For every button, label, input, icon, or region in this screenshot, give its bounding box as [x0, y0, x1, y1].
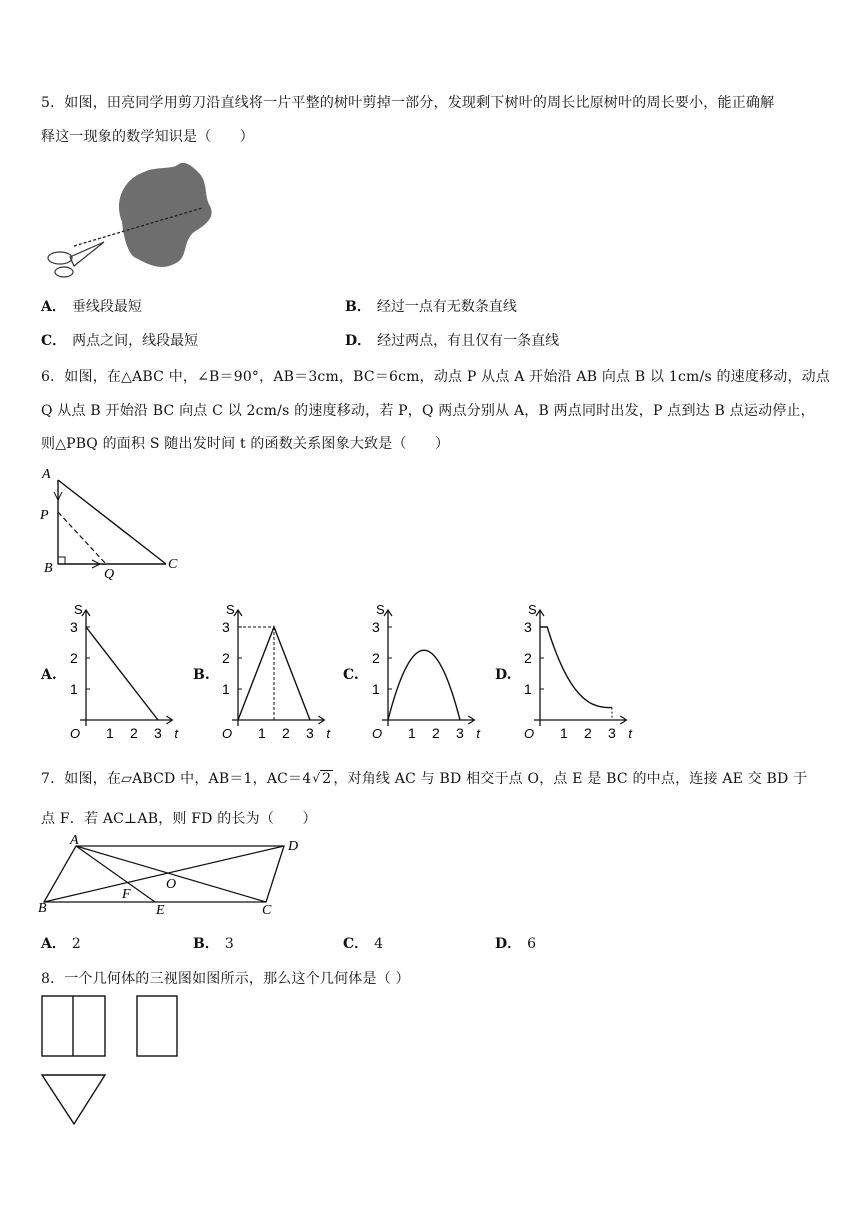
- top-view: [42, 1075, 105, 1124]
- graph-option-b: [212, 602, 337, 744]
- q6-stem-line3: 则△PBQ 的面积 S 随出发时间 t 的函数关系图象大致是（ ）: [41, 436, 450, 452]
- three-view-figure: [40, 994, 190, 1129]
- q6-stem-line1: 6．如图，在△ABC 中，∠B＝90°，AB＝3cm，BC＝6cm，动点 P 从点 A 开始沿 AB 向点 B 以 1cm/s 的速度移动，动点: [41, 369, 831, 385]
- origin-label: O: [524, 726, 535, 741]
- x-tick-label: 1: [258, 725, 266, 741]
- label-e: E: [156, 903, 165, 918]
- sqrt-radicand: 2: [322, 771, 332, 787]
- y-tick-label: 2: [70, 650, 78, 666]
- x-axis-label: t: [476, 726, 481, 741]
- y-tick-label: 2: [372, 650, 380, 666]
- x-tick-label: 2: [282, 725, 290, 741]
- x-tick-label: 1: [408, 725, 416, 741]
- q7-option-d: D． 6: [495, 936, 537, 952]
- graph-option-c: [362, 602, 487, 744]
- y-axis-label: S: [74, 602, 83, 617]
- function-curve: [388, 650, 460, 720]
- y-tick-label: 1: [372, 681, 380, 697]
- graph-option-a: [60, 602, 185, 744]
- q5-option-c: C． 两点之间，线段最短: [41, 333, 199, 349]
- q5-option-a: A． 垂线段最短: [41, 299, 142, 315]
- y-axis-label: S: [528, 602, 537, 617]
- q6-stem-line2: Q 从点 B 开始沿 BC 向点 C 以 2cm/s 的速度移动，若 P，Q 两点分别从 A，B 两点同时出发，P 点到达 B 点运动停止，: [41, 403, 815, 419]
- x-tick-label: 2: [130, 725, 138, 741]
- x-tick-label: 2: [432, 725, 440, 741]
- y-axis-label: S: [226, 602, 235, 617]
- x-tick-label: 3: [456, 725, 464, 741]
- y-tick-label: 1: [70, 681, 78, 697]
- label-q: Q: [104, 567, 115, 582]
- q7-option-a: A． 2: [41, 936, 81, 952]
- x-tick-label: 3: [154, 725, 162, 741]
- q6-graph-label-c: C.: [343, 667, 359, 683]
- q6-graph-label-b: B.: [193, 667, 210, 683]
- x-tick-label: 1: [106, 725, 114, 741]
- label-c: C: [262, 903, 272, 918]
- x-axis-label: t: [628, 726, 633, 741]
- function-curve: [86, 627, 158, 720]
- q5-stem-line2: 释这一现象的数学知识是（ ）: [41, 129, 254, 145]
- triangle-abc-figure: [36, 462, 186, 582]
- y-tick-label: 3: [372, 619, 380, 635]
- label-o: O: [166, 877, 177, 892]
- y-tick-label: 1: [524, 681, 532, 697]
- y-tick-label: 3: [222, 619, 230, 635]
- side-view: [137, 996, 177, 1056]
- origin-label: O: [70, 726, 81, 741]
- q5-option-d: D． 经过两点，有且仅有一条直线: [345, 333, 560, 349]
- q7-stem-line2: 点 F．若 AC⊥AB，则 FD 的长为（ ）: [41, 811, 317, 827]
- x-tick-label: 3: [608, 725, 616, 741]
- label-b: B: [38, 901, 47, 916]
- origin-label: O: [222, 726, 233, 741]
- label-d: D: [288, 839, 299, 854]
- x-tick-label: 3: [306, 725, 314, 741]
- x-axis-label: t: [326, 726, 331, 741]
- y-tick-label: 3: [524, 619, 532, 635]
- y-tick-label: 3: [70, 619, 78, 635]
- y-tick-label: 2: [524, 650, 532, 666]
- q7-option-b: B． 3: [193, 936, 234, 952]
- q8-stem-line1: 8．一个几何体的三视图如图所示，那么这个几何体是（ ）: [41, 971, 410, 987]
- origin-label: O: [372, 726, 383, 741]
- x-axis-label: t: [174, 726, 179, 741]
- function-curve: [540, 627, 612, 708]
- x-tick-label: 2: [584, 725, 592, 741]
- q7-option-c: C． 4: [343, 936, 384, 952]
- y-tick-label: 2: [222, 650, 230, 666]
- x-tick-label: 1: [560, 725, 568, 741]
- label-f: F: [122, 887, 131, 902]
- q7-stem-line1: 7．如图，在▱ABCD 中，AB＝1，AC＝4√ 2 ，对角线 AC 与 BD 相交于点 O，点 E 是 BC 的中点，连接 AE 交 BD 于: [41, 771, 808, 787]
- y-axis-label: S: [376, 602, 385, 617]
- label-b: B: [44, 561, 53, 576]
- label-a: A: [70, 833, 79, 848]
- label-c: C: [168, 557, 178, 572]
- q6-graph-label-d: D.: [495, 667, 512, 683]
- q5-stem-line1: 5．如图，田亮同学用剪刀沿直线将一片平整的树叶剪掉一部分，发现剩下树叶的周长比原树叶的周长要小，能正确解: [41, 95, 775, 111]
- label-a: A: [42, 467, 51, 482]
- y-tick-label: 1: [222, 681, 230, 697]
- q5-option-b: B． 经过一点有无数条直线: [345, 299, 517, 315]
- q6-graph-label-a: A.: [41, 667, 57, 683]
- label-p: P: [40, 508, 49, 523]
- graph-option-d: [514, 602, 639, 744]
- leaf-scissors-figure: [44, 162, 219, 290]
- parallelogram-abcd-figure: [36, 833, 316, 921]
